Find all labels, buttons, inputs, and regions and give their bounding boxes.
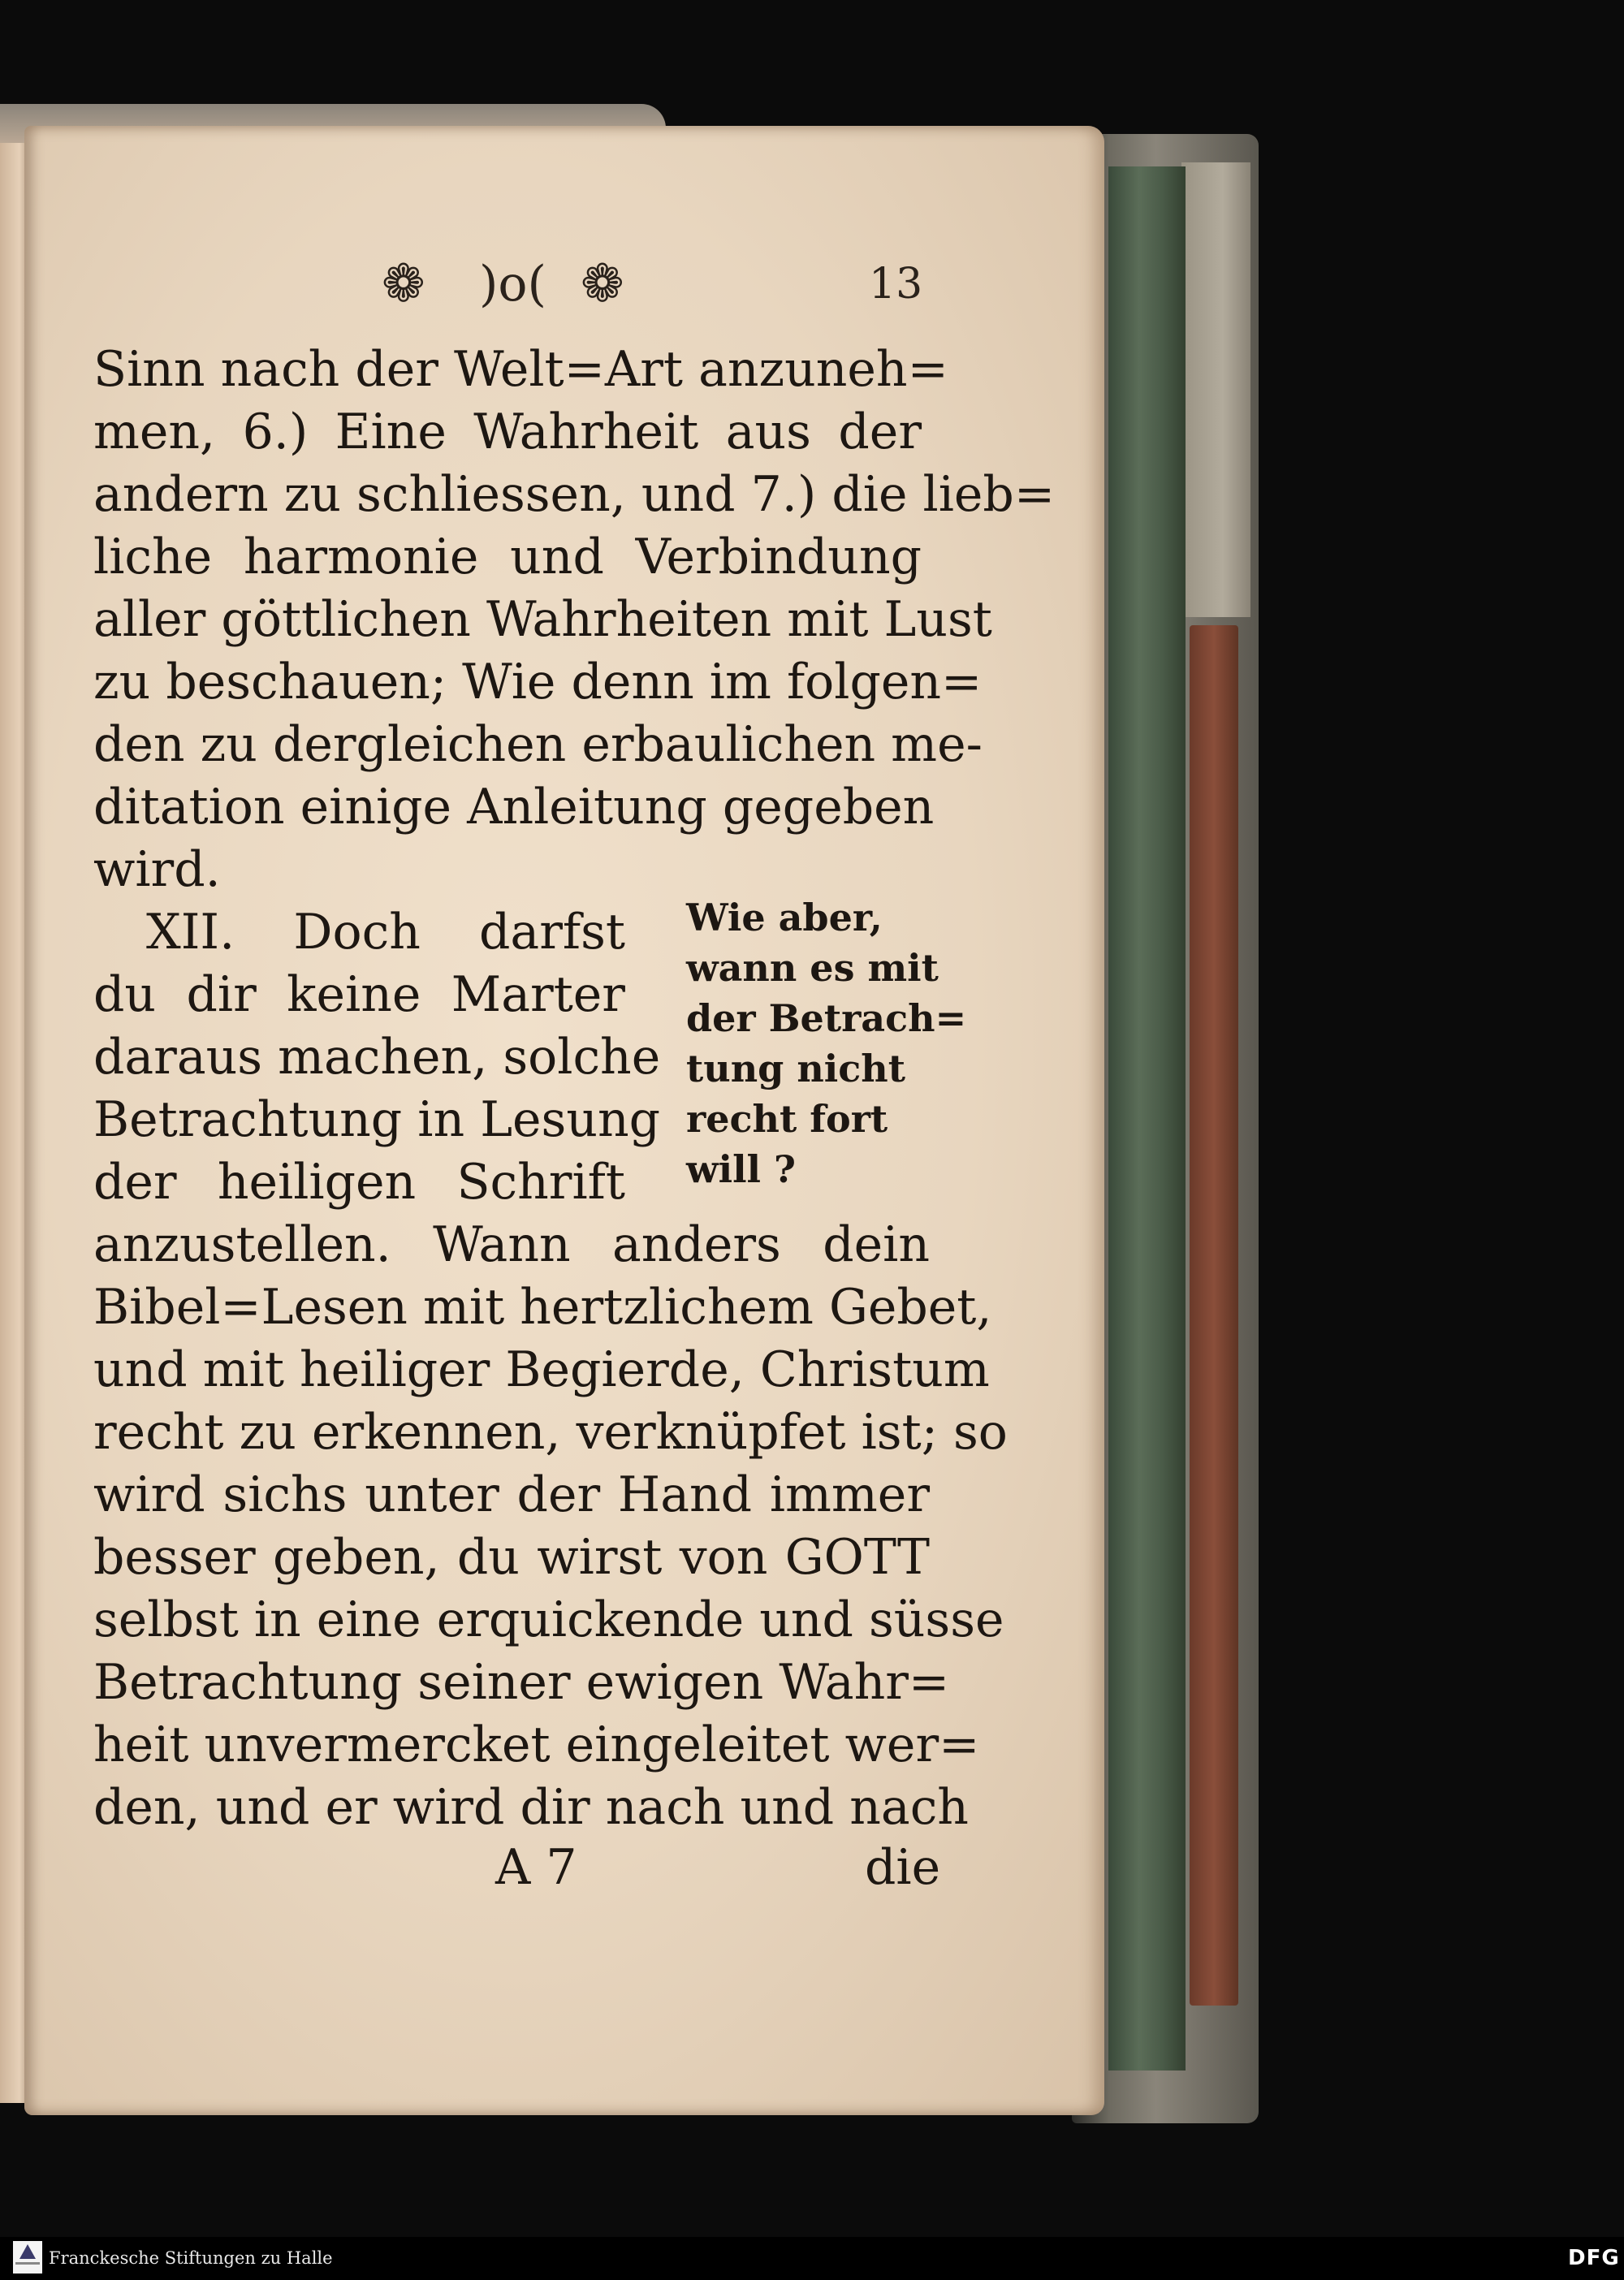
running-header	[382, 252, 923, 317]
text-line: heit unvermercket eingeleitet wer=	[93, 1716, 980, 1773]
paragraph-xii-line: du dir keine Marter	[93, 966, 625, 1023]
text-line: und mit heiliger Begierde, Christum	[93, 1341, 990, 1398]
paragraph-xii-line: der heiligen Schrift	[93, 1154, 625, 1211]
text-line: Bibel=Lesen mit hertzlichem Gebet,	[93, 1279, 992, 1336]
text-line: Betrachtung seiner ewigen Wahr=	[93, 1654, 950, 1711]
logo-underline	[15, 2262, 40, 2265]
paragraph-xii-line: XII. Doch darfst	[146, 904, 625, 961]
text-line: den zu dergleichen erbaulichen me-	[93, 716, 983, 773]
header-separator: )o(	[479, 256, 546, 313]
marginal-note-line: wann es mit	[686, 946, 939, 990]
book-green-edge	[1108, 166, 1186, 2071]
paragraph-xii-line: Betrachtung in Lesung	[93, 1091, 661, 1148]
dfg-logo: DFG	[1568, 2246, 1620, 2270]
text-line: Sinn nach der Welt=Art anzuneh=	[93, 341, 948, 398]
marginal-note-line: der Betrach=	[686, 996, 967, 1040]
text-line: zu beschauen; Wie denn im folgen=	[93, 654, 983, 710]
flower-ornament-icon: ❁	[581, 254, 624, 314]
text-line: liche harmonie und Verbindung	[93, 529, 922, 585]
book-page-stack	[1181, 162, 1250, 617]
text-line: men, 6.) Eine Wahrheit aus der	[93, 404, 922, 460]
paragraph-xii-line: daraus machen, solche	[93, 1029, 661, 1086]
text-line: den, und er wird dir nach und nach	[93, 1779, 969, 1836]
text-line: ditation einige Anleitung gegeben	[93, 779, 935, 836]
flower-ornament-icon: ❁	[382, 254, 425, 314]
text-line: besser geben, du wirst von GOTT	[93, 1529, 930, 1586]
text-line: andern zu schliessen, und 7.) die lieb=	[93, 466, 1056, 523]
text-line: recht zu erkennen, verknüpfet ist; so	[93, 1404, 1008, 1461]
marginal-note-line: Wie aber,	[686, 896, 883, 939]
page-number: 13	[869, 260, 923, 309]
text-line: selbst in eine erquickende und süsse	[93, 1591, 1004, 1648]
catchword: die	[865, 1839, 941, 1896]
text-line: wird sichs unter der Hand immer	[93, 1466, 930, 1523]
marginal-note-line: will ?	[686, 1147, 796, 1191]
institution-name: Franckesche Stiftungen zu Halle	[49, 2248, 333, 2268]
text-line: anzustellen. Wann anders dein	[93, 1216, 930, 1273]
marginal-note-line: recht fort	[686, 1097, 888, 1141]
book-red-edge	[1190, 625, 1238, 2006]
text-line: aller göttlichen Wahrheiten mit Lust	[93, 591, 992, 648]
signature-mark: A 7	[495, 1839, 577, 1896]
marginal-note-line: tung nicht	[686, 1047, 905, 1090]
text-line: wird.	[93, 841, 221, 898]
